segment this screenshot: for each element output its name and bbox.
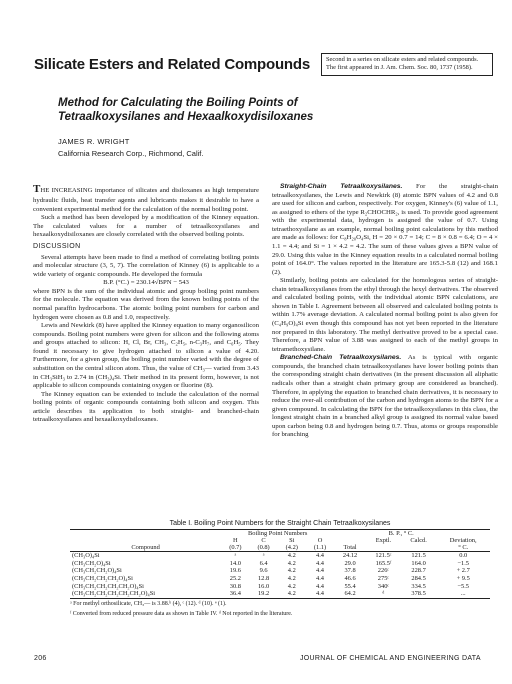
value-cell: 284.5: [411, 575, 426, 583]
compound-cell: (CH₃CH₂CH₂O)₄Si: [72, 567, 122, 575]
col-header: C: [261, 537, 266, 544]
value-cell: 25.2: [229, 575, 241, 583]
author-affiliation: California Research Corp., Richmond, Calif.: [58, 149, 204, 158]
group-header: Boiling Point Numbers: [221, 530, 334, 538]
boiling-point-table: [70, 529, 490, 599]
value-cell: 4.4: [316, 575, 324, 583]
value-cell: 340ᶜ: [377, 582, 390, 590]
col-subheader: ° C.: [458, 544, 469, 551]
value-cell: 4.2: [287, 567, 296, 575]
value-cell: 36.4: [221, 590, 249, 598]
value-cell: 19.6: [229, 567, 241, 575]
col-header: Calcd.: [410, 537, 427, 544]
paragraph: Similarly, boiling points are calculated for the homologous series of straight-chain tetraalkoxysilanes from the ethyl through the hexyl derivatives. The observed and calculated boiling points, with the individual atomic BPN calculations, are shown in Table I. Agreement between all observed and calculated boiling points is within 1.7% average deviation. A calculated normal boiling point is also given for (C₄H₉O)₄Si even though this compound has not yet been reported in the literature nor prepared in this laboratory. The methyl derivative proved to be a special case. Therefore, a BPN value of 3.88 was assigned to each of the methyl groups in tetramethoxysilane.: [272, 277, 498, 353]
paragraph: [272, 354, 498, 440]
value-cell: 275ᶜ: [377, 575, 390, 583]
col-subheader: (0.8): [257, 544, 270, 551]
value-cell: 29.0: [344, 559, 356, 567]
run-in-heading: Branched-Chain Tetraalkoxysilanes.: [280, 354, 402, 362]
paragraph: Lewis and Newkirk (8) have applied the Kinney equation to many organosilicon compounds. Boiling point numbers were given for silicon and the following atoms and groups attached to silicon: H, Cl, Br, CH₃, C₂H₅, n-C₃H₇, and C₆H₅. They found it necessary to give hydrogen attached to silicon a value of 4.20. Furthermore, for a given group, the boiling point number varied with the degree of substitution on the central silicon atom. Thus, the value of CH₃— varied from 3.43 in CH₃SiH₃ to 2.74 in (CH₃)₄Si. Their method in its present form, however, is not applicable to silicon compounds containing oxygen or fluorine (8).: [33, 322, 259, 390]
col-subheader: (0.7): [229, 544, 242, 551]
value-cell: 9.6: [259, 567, 268, 575]
value-cell: 4.4: [306, 552, 334, 560]
drop-cap: T: [33, 183, 41, 195]
value-cell: 30.8: [229, 582, 241, 590]
table-caption: Table I. Boiling Point Numbers for the Straight Chain Tetraalkoxysilanes: [169, 520, 391, 527]
table-row: [70, 590, 490, 598]
value-cell: 37.8: [344, 567, 356, 575]
value-cell: 4.2: [287, 582, 296, 590]
compound-cell: (CH₃CH₂CH₂CH₂O)₄Si: [72, 575, 133, 583]
value-cell: 164.0: [411, 559, 426, 567]
value-cell: 4.2: [287, 575, 296, 583]
value-cell: 64.2: [334, 590, 366, 598]
paragraph-text: As is typical with organic compounds, the branched chain tetraalkoxysilanes have lower boiling points than the corresponding straight chain derivatives (in the present discussion all aliphatic radicals other than a straight chain primary group are considered as branched). Therefore, in applying the equation to branched chain derivatives, it is necessary to reduce the over-all contribution of the carbon and hydrogen atoms to the BPN for a given compound. In calculating the BPN for the tetraalkoxysilanes in this class, the longest straight chain in a branched alkyl group is assigned its normal value based upon carbon being 0.8 and hydrogen being 0.7. Thus, atoms or groups responsible for branching: [272, 354, 498, 439]
paragraph-text: For the straight-chain tetraalkoxysilanes, the Lewis and Newkirk (8) atomic BPN values of 4.2 and 0.8 are used for silicon and carbon, respectively. For oxygen, Kinney's (6) value of 1.1, as assigned to ethers of the type R₂CHOCHR₂, is used. To provide good agreement with the experimental data, hydrogen is assigned the value of 0.7. Using tetraethoxysilane as an example, normal boiling point calculations by this method are made as follows: for C₈H₂₀O₄Si, H = 20 × 0.7 = 14; C = 8 × 0.8 = 6.4; O = 4 × 1.1 = 4.4; and Si = 1 × 4.2 = 4.2. The sum of these values gives a BPN value of 29.0. Using this value in the Kinney equation results in a calculated normal boiling point of 164.0°. The values reported in the literature are 165.3-5.8 (12) and 168.1 (2).: [272, 183, 498, 276]
value-cell: ...: [436, 590, 490, 598]
col-header: Si: [289, 537, 295, 544]
compound-header: Compound: [131, 544, 160, 551]
table-1: [70, 520, 490, 618]
article-subtitle: Method for Calculating the Boiling Points of Tetraalkoxysilanes and Hexaalkoxydisiloxanes: [58, 97, 314, 124]
value-cell: 4.2: [278, 552, 306, 560]
value-cell: 0.0: [436, 552, 490, 560]
value-cell: 19.2: [249, 590, 277, 598]
table-footnote: ᶠ Converted from reduced pressure data as shown in Table IV. ᵈ Not reported in the literature.: [70, 610, 293, 617]
value-cell: 226ᶜ: [377, 567, 390, 575]
run-in-heading: Straight-Chain Tetraalkoxysilanes.: [280, 183, 403, 190]
paragraph: [272, 183, 498, 277]
value-cell: 165.5ᶠ: [375, 559, 392, 567]
paragraph: where BPN is the sum of the individual atomic and group boiling point numbers for the molecule. The equation was derived from the known boiling points of the normal paraffin hydrocarbons. The atomic boiling point numbers for carbon and hydrogen were chosen as 0.8 and 1.0, respectively.: [33, 287, 259, 321]
value-cell: 4.4: [316, 567, 324, 575]
table-footnote: ᵃ For methyl orthosilicate, CH₃— is 3.88.ᵇ (4), ᶜ (12). ᵈ (10). ᵉ (1).: [70, 601, 227, 608]
value-cell: −5.5: [457, 582, 469, 590]
author-name: JAMES R. WRIGHT: [58, 137, 130, 146]
table-row: [70, 552, 490, 560]
value-cell: 55.4: [344, 582, 356, 590]
value-cell: 14.0: [229, 559, 241, 567]
bp-header: B. P., ° C.: [366, 530, 436, 538]
compound-cell: (CH₃CH₂CH₂CH₂CH₂CH₂O)₄Si: [70, 590, 221, 598]
value-cell: 334.5: [411, 582, 426, 590]
table-row: [70, 567, 490, 575]
col-header: Deviation,: [449, 537, 477, 544]
table-row: [70, 560, 490, 568]
compound-cell: (CH₃CH₂CH₂CH₂CH₂O)₄Si: [72, 582, 144, 590]
col-subheader: (1.1): [313, 544, 327, 551]
col-header: O: [317, 537, 323, 544]
page-number: 206: [34, 655, 47, 662]
left-column: [33, 183, 259, 425]
value-cell: 4.4: [316, 559, 324, 567]
value-cell: 46.6: [344, 575, 356, 583]
value-cell: 121.5: [401, 552, 437, 560]
intro-text: HE INCREASING importance of silicates and disiloxanes as high temperature hydraulic fluids, heat transfer agents and lubricants makes it desirable to have a convenient experimental method for the calculation of the normal boiling point.: [33, 187, 259, 213]
value-cell: ᵃ: [221, 552, 249, 560]
value-cell: 4.4: [316, 582, 324, 590]
value-cell: 16.0: [257, 582, 270, 590]
compound-cell: (CH₃CH₂O)₄Si: [72, 559, 111, 567]
col-header: Total: [343, 544, 357, 551]
value-cell: 378.5: [401, 590, 437, 598]
value-cell: + 2.7: [456, 567, 470, 575]
value-cell: −1.5: [457, 559, 469, 567]
value-cell: ᵈ: [366, 590, 401, 598]
paragraph: Several attempts have been made to find a method of correlating boiling points and molecular structure (3, 5, 7). The correlation of Kinney (6) is applicable to a wide variety of organic compounds. He developed the formula: [33, 253, 259, 278]
value-cell: 6.4: [259, 559, 268, 567]
value-cell: 121.5ᶜ: [366, 552, 401, 560]
right-column: [272, 183, 498, 440]
kinney-formula: B.P. (°C.) = 230.14√BPN − 543: [103, 279, 189, 287]
value-cell: 4.2: [287, 559, 296, 567]
intro-paragraph: [33, 183, 259, 214]
value-cell: + 9.5: [456, 575, 470, 583]
paragraph: Such a method has been developed by a modification of the Kinney equation. The calculated values for a number of tetraalkoxysilanes and hexaalkoxydisiloxanes are closely correlated with the observed boiling points.: [33, 214, 259, 239]
section-heading-discussion: DISCUSSION: [33, 242, 81, 250]
value-cell: ᵃ: [249, 552, 277, 560]
paragraph: The Kinney equation can be extended to include the calculation of the normal boiling points of organic compounds containing both silicon and oxygen. This article describes its application to both straight- and branched-chain tetraalkoxysilanes and hexaalkoxydisiloxanes.: [33, 390, 259, 424]
table-row: [70, 575, 490, 583]
series-note: Second in a series on silicate esters and related compounds. The first appeared in J. Am. Chem. Soc. 80, 1737 (1958).: [321, 53, 493, 76]
col-header: H: [233, 537, 238, 544]
col-header: Exptl.: [375, 537, 392, 544]
value-cell: 4.4: [306, 590, 334, 598]
journal-name: JOURNAL OF CHEMICAL AND ENGINEERING DATA: [300, 655, 481, 662]
value-cell: 4.2: [278, 590, 306, 598]
compound-cell: (CH₃O)₄Si: [70, 552, 221, 560]
col-subheader: (4.2): [285, 544, 298, 551]
table-row: [70, 583, 490, 591]
value-cell: 24.12: [334, 552, 366, 560]
article-title: Silicate Esters and Related Compounds: [34, 56, 311, 73]
value-cell: 12.8: [257, 575, 270, 583]
value-cell: 228.7: [411, 567, 426, 575]
